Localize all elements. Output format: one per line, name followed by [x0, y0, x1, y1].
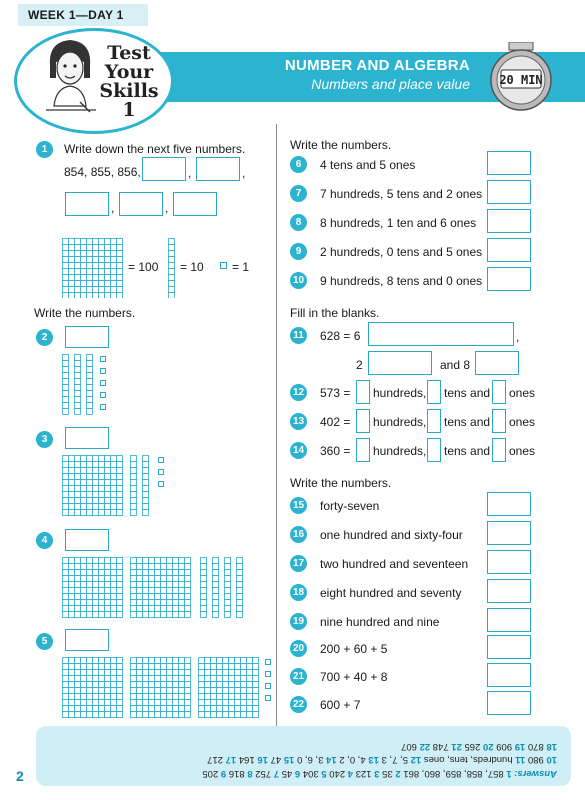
- answer-box[interactable]: [368, 351, 432, 375]
- question-number: 5: [36, 633, 53, 650]
- answer-box[interactable]: [196, 157, 240, 181]
- comma: ,: [165, 201, 169, 215]
- question-expression: 360 =: [320, 444, 351, 458]
- answer-number: 22: [416, 741, 431, 752]
- answer-value: 47: [267, 754, 282, 766]
- question-text: one hundred and sixty-four: [320, 528, 463, 542]
- answer-value: 304: [300, 768, 319, 779]
- page-number: 2: [16, 768, 24, 784]
- answer-box[interactable]: [173, 192, 217, 216]
- answer-value: 909: [493, 741, 513, 752]
- answer-box[interactable]: [487, 579, 531, 603]
- answer-box[interactable]: [356, 438, 370, 462]
- q4-base-ten-blocks: [62, 557, 252, 619]
- answer-value: 3, 6, 0: [294, 754, 324, 766]
- answer-box[interactable]: [487, 492, 531, 516]
- comma: ,: [516, 330, 520, 344]
- question-number: 12: [290, 384, 307, 401]
- answer-number: 16: [254, 754, 268, 766]
- tens-and-label: tens and: [444, 444, 491, 458]
- one-unit-icon: [220, 262, 228, 270]
- answer-value: 45: [279, 768, 293, 779]
- comma: ,: [242, 166, 246, 180]
- answer-value: 164: [236, 754, 255, 766]
- q1-instruction: Write down the next five numbers.: [64, 142, 246, 156]
- question-number: 7: [290, 185, 307, 202]
- answer-value: 205: [202, 768, 219, 779]
- week-day-tab: WEEK 1—DAY 1: [18, 4, 148, 26]
- q11-and-eight: and 8: [440, 358, 471, 372]
- question-number: 1: [36, 141, 53, 158]
- hundreds-label: hundreds,: [373, 386, 427, 400]
- question-number: 4: [36, 532, 53, 549]
- answer-number: 3: [371, 768, 380, 779]
- answer-number: 10: [543, 754, 557, 766]
- question-text: forty-seven: [320, 499, 380, 513]
- question-expression: 402 =: [320, 415, 351, 429]
- answers-label: Answers:: [514, 768, 557, 779]
- question-text: 700 + 40 + 8: [320, 670, 388, 684]
- answer-box[interactable]: [65, 629, 109, 651]
- legend-ten: = 10: [180, 260, 204, 274]
- answer-box[interactable]: [427, 409, 441, 433]
- hundreds-label: hundreds,: [373, 444, 427, 458]
- answer-number: 5: [318, 768, 327, 779]
- question-number: 2: [36, 329, 53, 346]
- stopwatch-icon: [487, 42, 555, 112]
- answer-number: 6: [292, 768, 301, 779]
- answer-number: 21: [448, 741, 462, 752]
- answer-box[interactable]: [487, 267, 531, 291]
- answer-number: 2: [392, 768, 401, 779]
- q11-two: 2: [356, 358, 363, 372]
- answer-box[interactable]: [368, 322, 514, 346]
- answer-box[interactable]: [492, 380, 506, 404]
- answers-line-3: [46, 740, 557, 754]
- ones-label: ones: [509, 444, 536, 458]
- answer-box[interactable]: [475, 351, 519, 375]
- answer-box[interactable]: [65, 326, 109, 348]
- question-number: 3: [36, 431, 53, 448]
- question-number: 9: [290, 243, 307, 260]
- ones-label: ones: [509, 386, 536, 400]
- question-text: 4 tens and 5 ones: [320, 158, 416, 172]
- q5-base-ten-blocks: [62, 657, 277, 719]
- question-expression: 573 =: [320, 386, 351, 400]
- question-text: 200 + 60 + 5: [320, 642, 388, 656]
- answer-value: 870: [525, 741, 544, 752]
- write-numbers-heading: Write the numbers.: [290, 476, 392, 490]
- question-text: 7 hundreds, 5 tens and 2 ones: [320, 187, 483, 201]
- answer-box[interactable]: [427, 380, 441, 404]
- legend-hundred: = 100: [128, 260, 159, 274]
- answer-number: 20: [480, 741, 494, 752]
- answer-box[interactable]: [492, 409, 506, 433]
- answer-number: 9: [218, 768, 227, 779]
- question-number: 6: [290, 156, 307, 173]
- answer-box[interactable]: [487, 151, 531, 175]
- answer-box[interactable]: [492, 438, 506, 462]
- tens-and-label: tens and: [444, 386, 491, 400]
- answer-value: 5, 7, 3: [378, 754, 408, 766]
- answers-line-1: [46, 767, 557, 781]
- ones-label: ones: [509, 415, 536, 429]
- answer-value: 816: [226, 768, 245, 779]
- answer-box[interactable]: [65, 427, 109, 449]
- question-number: 8: [290, 214, 307, 231]
- question-number: 22: [290, 696, 307, 713]
- answer-number: 15: [281, 754, 295, 766]
- answer-value: 752: [252, 768, 272, 779]
- answer-box[interactable]: [356, 409, 370, 433]
- question-number: 11: [290, 327, 307, 344]
- answers-panel: [36, 726, 571, 786]
- q11-expression: 628 = 6: [320, 329, 361, 343]
- answer-box[interactable]: [487, 663, 531, 687]
- answer-box[interactable]: [487, 521, 531, 545]
- answer-value: 748: [430, 741, 449, 752]
- answer-value: 217: [207, 754, 223, 766]
- question-number: 19: [290, 613, 307, 630]
- answer-number: 7: [271, 768, 280, 779]
- answer-box[interactable]: [487, 238, 531, 262]
- answer-box[interactable]: [427, 438, 441, 462]
- question-text: 8 hundreds, 1 ten and 6 ones: [320, 216, 477, 230]
- answer-value: 4, 0, 2: [336, 754, 366, 766]
- answer-box[interactable]: [65, 529, 109, 551]
- comma: ,: [111, 201, 115, 215]
- write-numbers-heading: Write the numbers.: [290, 138, 392, 152]
- question-number: 20: [290, 640, 307, 657]
- answer-value: 35: [379, 768, 393, 779]
- section-subtitle: Numbers and place value: [311, 76, 470, 92]
- question-text: nine hundred and nine: [320, 615, 440, 629]
- column-divider: [276, 124, 277, 734]
- answer-value: 980: [525, 754, 544, 766]
- comma: ,: [188, 166, 192, 180]
- answer-box[interactable]: [65, 192, 109, 216]
- legend-one: = 1: [232, 260, 250, 274]
- answer-number: 18: [543, 741, 557, 752]
- answer-box[interactable]: [142, 157, 186, 181]
- question-text: eight hundred and seventy: [320, 586, 462, 600]
- answer-box[interactable]: [487, 608, 531, 632]
- answer-box[interactable]: [487, 180, 531, 204]
- answer-number: 14: [323, 754, 337, 766]
- ten-rod-icon: [168, 238, 175, 298]
- section-title: NUMBER AND ALGEBRA: [284, 57, 470, 74]
- q2-base-ten-blocks: [62, 354, 112, 416]
- question-number: 16: [290, 526, 307, 543]
- answer-number: 17: [223, 754, 237, 766]
- answer-value: 857, 858, 859, 860, 861: [400, 768, 504, 779]
- answer-box[interactable]: [487, 209, 531, 233]
- answer-number: 4: [345, 768, 354, 779]
- girl-illustration-icon: [40, 36, 100, 118]
- answer-number: 13: [365, 754, 379, 766]
- tens-and-label: tens and: [444, 415, 491, 429]
- question-text: 2 hundreds, 0 tens and 5 ones: [320, 245, 483, 259]
- answer-value: 240: [326, 768, 346, 779]
- write-numbers-heading: Write the numbers.: [34, 306, 136, 320]
- hundred-block-icon: [62, 238, 126, 298]
- answer-box[interactable]: [119, 192, 163, 216]
- answer-value: hundreds, tens, ones: [421, 754, 513, 766]
- question-number: 14: [290, 442, 307, 459]
- question-text: two hundred and seventeen: [320, 557, 469, 571]
- question-text: 9 hundreds, 8 tens and 0 ones: [320, 274, 483, 288]
- answers-text: [36, 726, 571, 786]
- question-number: 10: [290, 272, 307, 289]
- question-number: 18: [290, 584, 307, 601]
- answer-box[interactable]: [487, 635, 531, 659]
- answer-number: 12: [408, 754, 422, 766]
- answer-box[interactable]: [487, 550, 531, 574]
- answer-box[interactable]: [487, 691, 531, 715]
- answer-number: 8: [244, 768, 253, 779]
- answer-value: 607: [401, 741, 417, 752]
- answer-value: 265: [461, 741, 481, 752]
- answer-number: 1: [503, 768, 512, 779]
- answer-value: 123: [353, 768, 372, 779]
- question-number: 15: [290, 497, 307, 514]
- answers-line-2: [46, 753, 557, 767]
- question-number: 21: [290, 668, 307, 685]
- question-text: 600 + 7: [320, 698, 361, 712]
- question-number: 17: [290, 555, 307, 572]
- svg-text:20 MIN: 20 MIN: [499, 73, 543, 87]
- answer-number: 19: [512, 741, 526, 752]
- question-number: 13: [290, 413, 307, 430]
- answer-number: 11: [512, 754, 526, 766]
- test-your-skills-logo: Test Your Skills 1: [99, 42, 159, 121]
- answer-box[interactable]: [356, 380, 370, 404]
- q1-sequence: 854, 855, 856,: [64, 165, 141, 179]
- q3-base-ten-blocks: [62, 455, 172, 517]
- hundreds-label: hundreds,: [373, 415, 427, 429]
- fill-blanks-heading: Fill in the blanks.: [290, 306, 380, 320]
